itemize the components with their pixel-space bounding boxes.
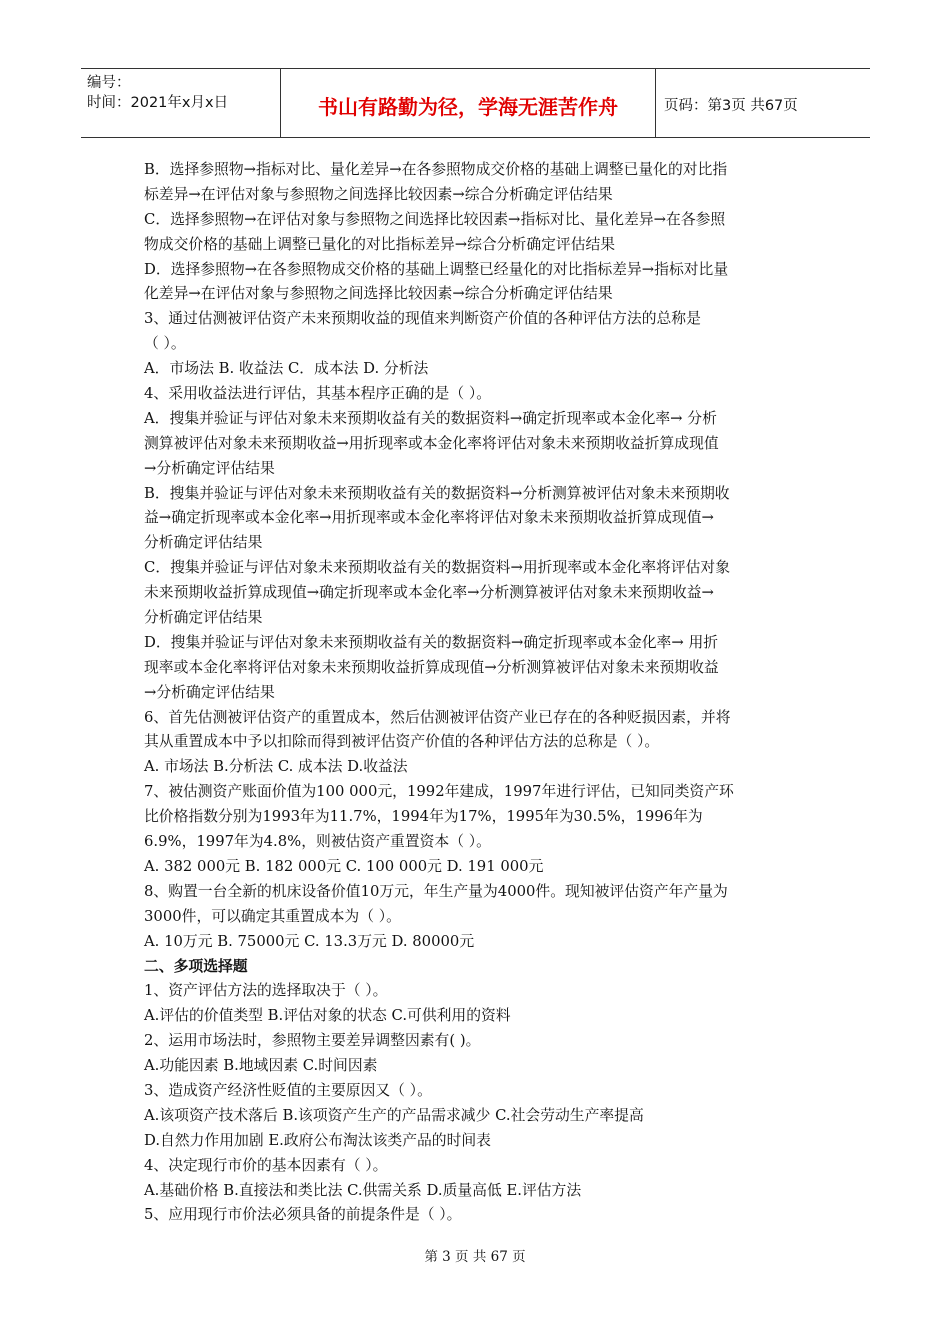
question-line: 2、运用市场法时，参照物主要差异调整因素有( )。 <box>144 1032 481 1050</box>
document-body <box>144 158 812 1228</box>
date-label: 时间：2021年x月x日 <box>87 95 229 111</box>
section-heading: 二、多项选择题 <box>144 957 248 975</box>
text-line: 化差异→在评估对象与参照物之间选择比较因素→综合分析确定评估结果 <box>144 285 613 303</box>
text-line: D．搜集并验证与评估对象未来预期收益有关的数据资料→确定折现率或本金化率→ 用折 <box>144 633 719 651</box>
options-line: A.基础价格 B.直接法和类比法 C.供需关系 D.质量高低 E.评估方法 <box>144 1181 582 1199</box>
options-line: A.评估的价值类型 B.评估对象的状态 C.可供利用的资料 <box>144 1007 511 1025</box>
options-line: A. 382 000元 B. 182 000元 C. 100 000元 D. 191 000元 <box>144 857 544 875</box>
options-line: A. 10万元 B. 75000元 C. 13.3万元 D. 80000元 <box>144 932 475 950</box>
page-header <box>81 68 870 138</box>
text-line: B．搜集并验证与评估对象未来预期收益有关的数据资料→分析测算被评估对象未来预期收 <box>144 484 730 502</box>
text-line: 现率或本金化率将评估对象未来预期收益折算成现值→分析测算被评估对象未来预期收益 <box>144 658 719 676</box>
text-line: B．选择参照物→指标对比、量化差异→在各参照物成交价格的基础上调整已量化的对比指 <box>144 161 728 178</box>
options-line: A. 市场法 B.分析法 C. 成本法 D.收益法 <box>144 758 408 776</box>
header-motto: 书山有路勤为径，学海无涯苦作舟 <box>281 69 656 137</box>
text-line: 3000件，可以确定其重置成本为（ ）。 <box>144 907 401 925</box>
question-line: 3、造成资产经济性贬值的主要原因又（ ）。 <box>144 1081 432 1099</box>
text-line: 分析确定评估结果 <box>144 534 263 552</box>
text-line: 未来预期收益折算成现值→确定折现率或本金化率→分析测算被评估对象未来预期收益→ <box>144 584 714 602</box>
question-line: 1、资产评估方法的选择取决于（ ）。 <box>144 982 388 1000</box>
header-page-info: 页码：第3页 共67页 <box>664 97 798 114</box>
question-6: 6、首先估测被评估资产的重置成本，然后估测被评估资产业已存在的各种贬损因素，并将 <box>144 708 731 726</box>
question-8: 8、购置一台全新的机床设备价值10万元，年生产量为4000件。现知被评估资产年产量为 <box>144 882 728 900</box>
number-label: 编号： <box>87 75 131 91</box>
question-line: 4、决定现行市价的基本因素有（ ）。 <box>144 1156 388 1174</box>
text-line: 6.9%，1997年为4.8%，则被估资产重置资本（ ）。 <box>144 833 491 851</box>
text-line: 测算被评估对象未来预期收益→用折现率或本金化率将评估对象未来预期收益折算成现值 <box>144 434 719 452</box>
text-line: 物成交价格的基础上调整已量化的对比指标差异→综合分析确定评估结果 <box>144 235 616 253</box>
options-line: A．市场法 B. 收益法 C．成本法 D. 分析法 <box>144 360 429 378</box>
text-line: 分析确定评估结果 <box>144 609 263 627</box>
header-meta <box>81 69 281 137</box>
question-4: 4、采用收益法进行评估，其基本程序正确的是（ ）。 <box>144 385 492 403</box>
question-3: 3、通过估测被评估资产未来预期收益的现值来判断资产价值的各种评估方法的总称是 <box>144 310 701 328</box>
text-line: 其从重置成本中予以扣除而得到被评估资产价值的各种评估方法的总称是（ ）。 <box>144 733 660 751</box>
text-line: 比价格指数分别为1993年为11.7%，1994年为17%，1995年为30.5%，1996年为 <box>144 808 703 826</box>
text-line: C．选择参照物→在评估对象与参照物之间选择比较因素→指标对比、量化差异→在各参照 <box>144 210 726 228</box>
text-line: D．选择参照物→在各参照物成交价格的基础上调整已经量化的对比指标差异→指标对比量 <box>144 260 729 278</box>
text-line: 益→确定折现率或本金化率→用折现率或本金化率将评估对象未来预期收益折算成现值→ <box>144 509 714 527</box>
options-line: D.自然力作用加剧 E.政府公布淘汰该类产品的时间表 <box>144 1131 491 1149</box>
text-line: （ ）。 <box>144 335 186 353</box>
text-line: A．搜集并验证与评估对象未来预期收益有关的数据资料→确定折现率或本金化率→ 分析 <box>144 409 717 427</box>
options-line: A.功能因素 B.地域因素 C.时间因素 <box>144 1057 378 1075</box>
text-line: →分析确定评估结果 <box>144 683 275 701</box>
text-line: 标差异→在评估对象与参照物之间选择比较因素→综合分析确定评估结果 <box>144 185 613 203</box>
question-7: 7、被估测资产账面价值为100 000元，1992年建成，1997年进行评估，已知同类资产环 <box>144 783 734 801</box>
options-line: A.该项资产技术落后 B.该项资产生产的产品需求减少 C.社会劳动生产率提高 <box>144 1106 644 1124</box>
question-line: 5、应用现行市价法必须具备的前提条件是（ ）。 <box>144 1206 462 1224</box>
page-footer: 第 3 页 共 67 页 <box>424 1249 526 1265</box>
text-line: →分析确定评估结果 <box>144 459 275 477</box>
text-line: C．搜集并验证与评估对象未来预期收益有关的数据资料→用折现率或本金化率将评估对象 <box>144 559 731 577</box>
